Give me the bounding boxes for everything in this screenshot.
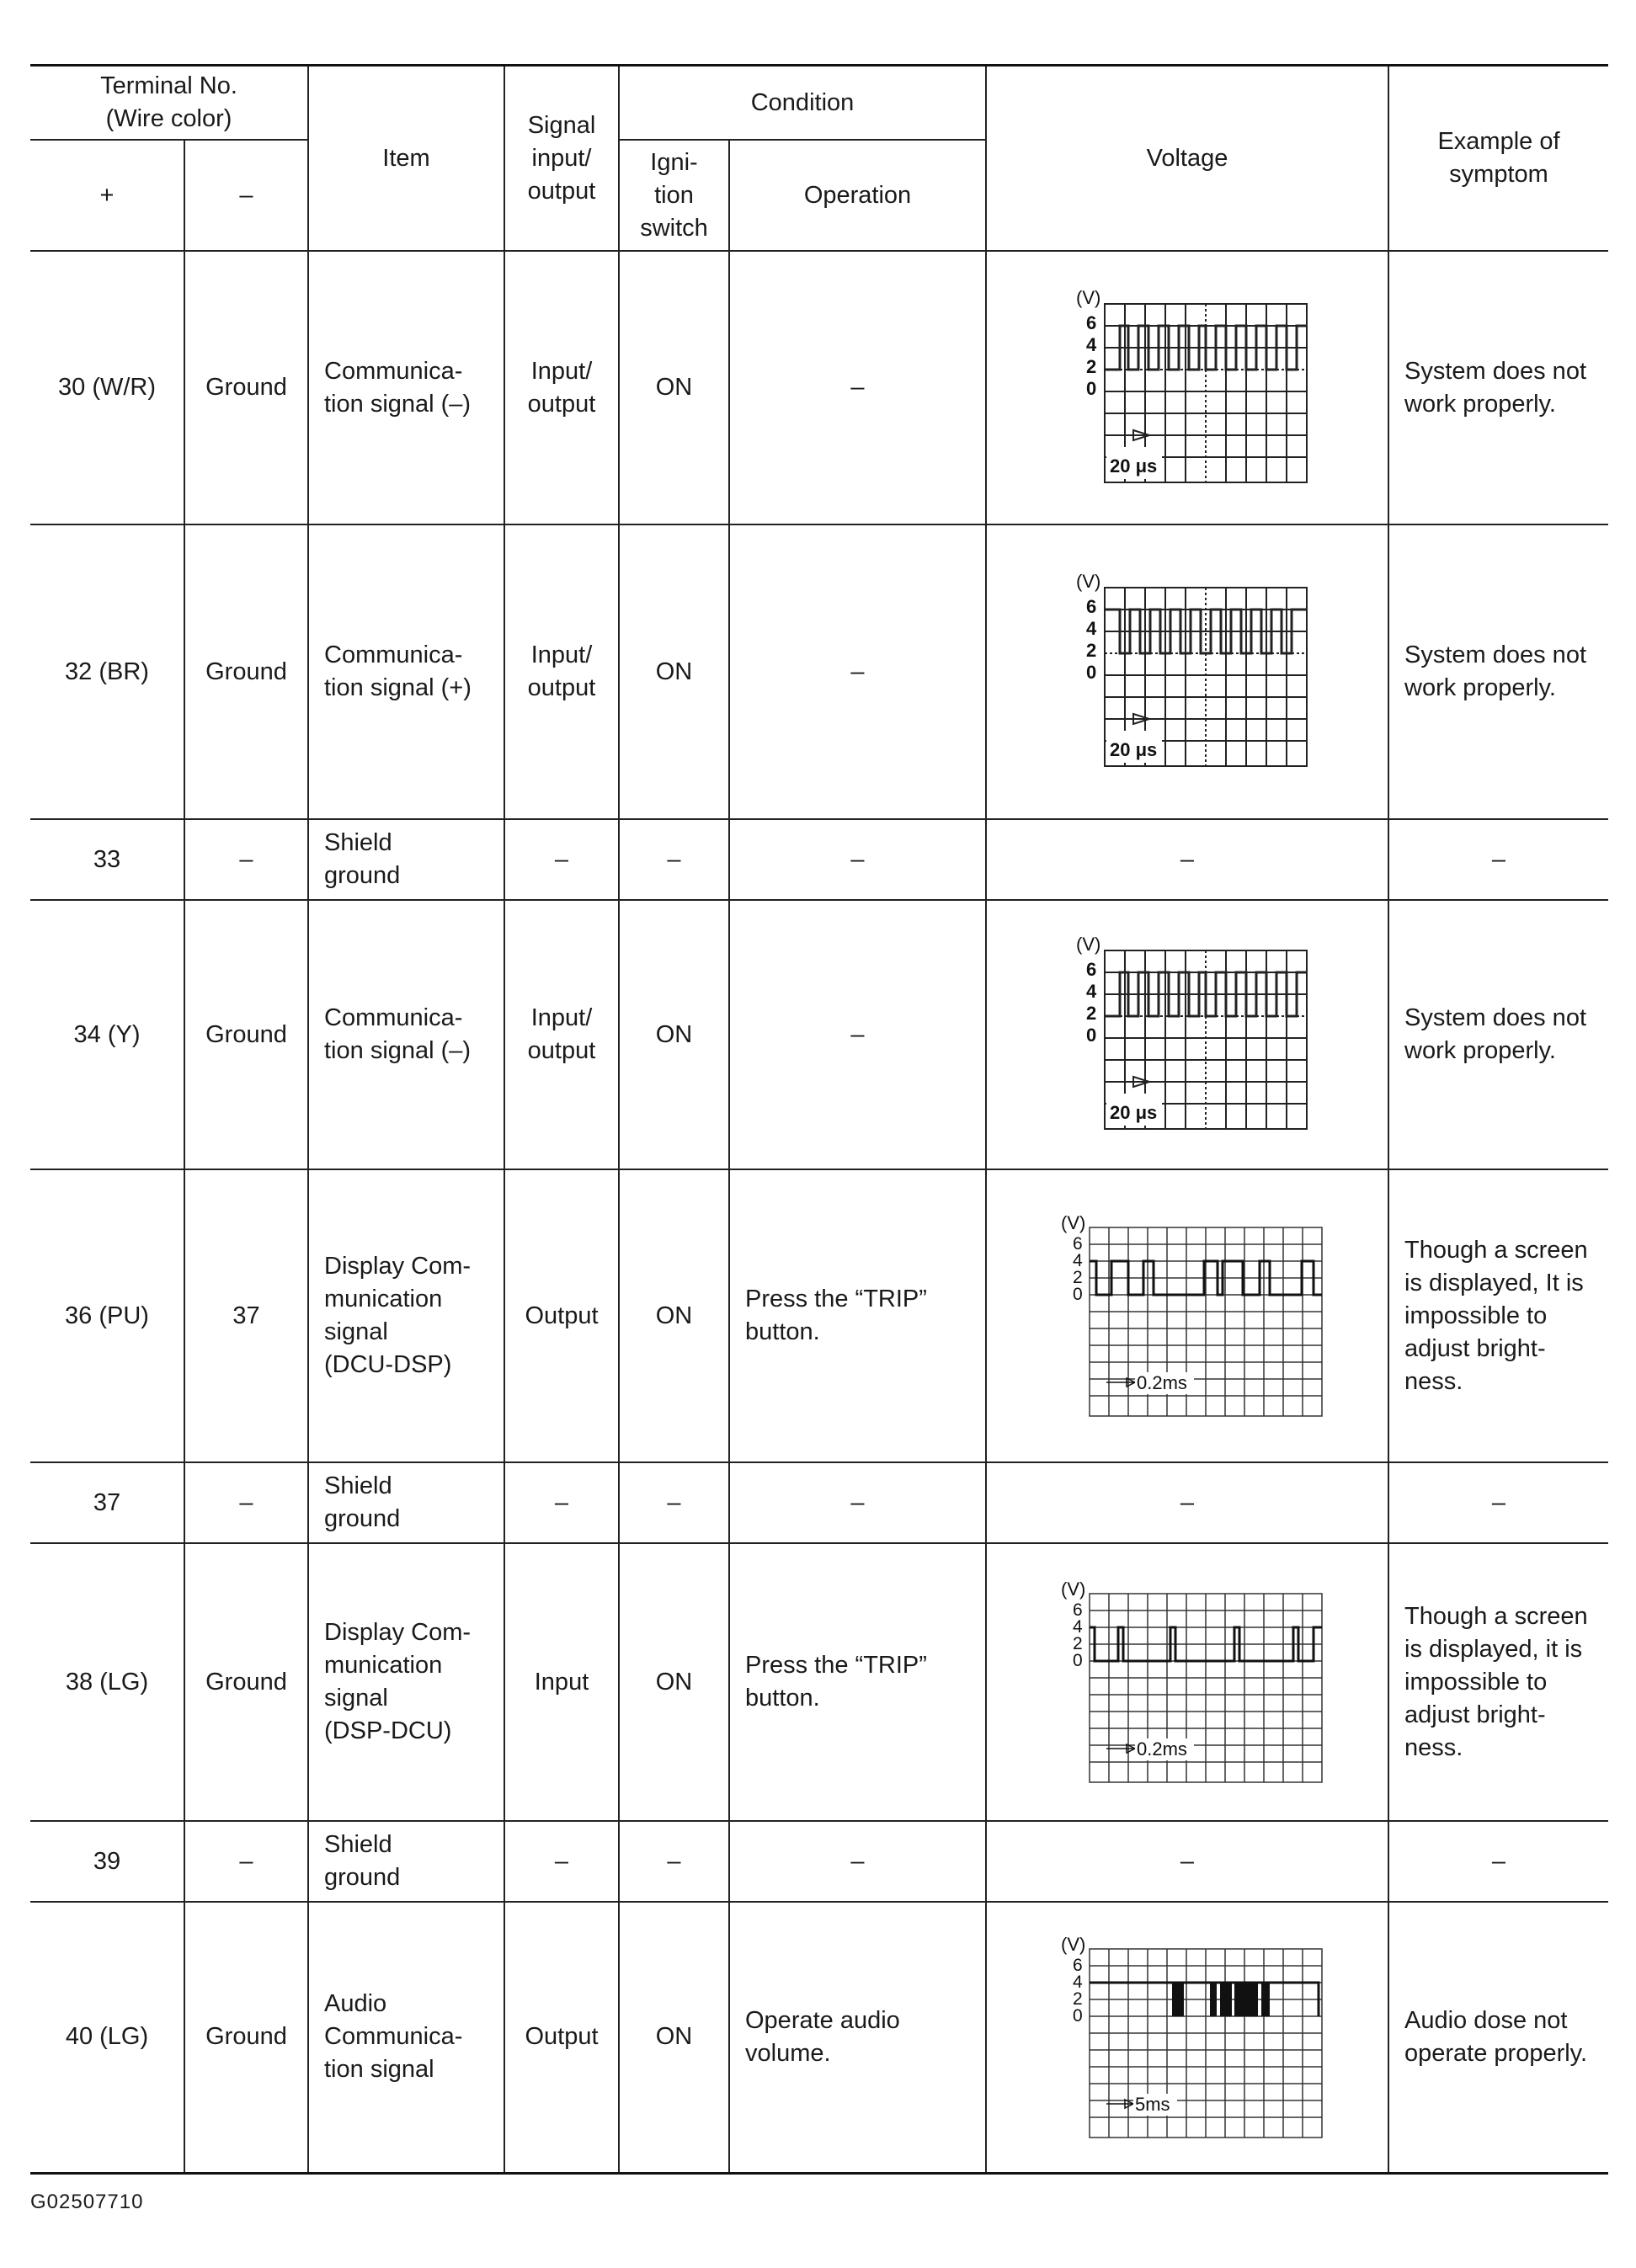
axis-tick: 4 bbox=[1073, 1617, 1083, 1637]
voltage-cell bbox=[986, 900, 1388, 1169]
axis-tick: 6 bbox=[1086, 959, 1097, 980]
oscilloscope-waveform-6 bbox=[1044, 1932, 1330, 2143]
ignition-cell: ON bbox=[619, 524, 729, 819]
operation-cell: – bbox=[729, 1821, 986, 1902]
axis-tick: 4 bbox=[1073, 1972, 1083, 1992]
signal-cell: Input/ output bbox=[504, 251, 619, 524]
signal-cell: Output bbox=[504, 1169, 619, 1462]
axis-tick: 2 bbox=[1073, 1988, 1083, 2009]
signal-cell: – bbox=[504, 1821, 619, 1902]
symptom-cell: – bbox=[1388, 819, 1608, 900]
time-scale-label: 20 μs bbox=[1110, 455, 1158, 476]
figure-code: G02507710 bbox=[30, 2191, 144, 2213]
oscilloscope-waveform-5 bbox=[1044, 1577, 1330, 1787]
voltage-cell bbox=[986, 524, 1388, 819]
table-row bbox=[30, 1821, 1608, 1902]
table-row bbox=[30, 251, 1608, 524]
operation-cell: – bbox=[729, 251, 986, 524]
time-scale-label: 0.2ms bbox=[1137, 1738, 1187, 1760]
header-symptom: Example of symptom bbox=[1388, 66, 1608, 252]
terminal-plus: 37 bbox=[30, 1462, 184, 1543]
item-cell: Communica- tion signal (–) bbox=[308, 900, 504, 1169]
axis-unit: (V) bbox=[1061, 1212, 1086, 1233]
voltage-cell: – bbox=[986, 1462, 1388, 1543]
header-voltage: Voltage bbox=[986, 66, 1388, 252]
oscilloscope-waveform-2 bbox=[1044, 571, 1330, 773]
item-cell: Shield ground bbox=[308, 1821, 504, 1902]
ignition-cell: ON bbox=[619, 1902, 729, 2173]
table-row bbox=[30, 819, 1608, 900]
operation-cell: – bbox=[729, 524, 986, 819]
item-cell: Display Com- munication signal (DCU-DSP) bbox=[308, 1169, 504, 1462]
table-row bbox=[30, 1169, 1608, 1462]
axis-tick: 0 bbox=[1073, 2005, 1083, 2026]
ignition-cell: ON bbox=[619, 900, 729, 1169]
axis-tick: 4 bbox=[1086, 333, 1097, 355]
table-row bbox=[30, 1543, 1608, 1821]
header-terminal: Terminal No. (Wire color) bbox=[30, 66, 308, 141]
ignition-cell: – bbox=[619, 1462, 729, 1543]
symptom-cell: System does not work properly. bbox=[1388, 251, 1608, 524]
voltage-cell bbox=[986, 1169, 1388, 1462]
axis-tick: 6 bbox=[1073, 1600, 1083, 1620]
terminal-minus: – bbox=[184, 1821, 308, 1902]
axis-tick: 4 bbox=[1073, 1251, 1083, 1270]
ignition-cell: – bbox=[619, 819, 729, 900]
axis-tick: 6 bbox=[1073, 1955, 1083, 1975]
terminal-plus: 39 bbox=[30, 1821, 184, 1902]
header-operation: Operation bbox=[729, 140, 986, 251]
axis-unit: (V) bbox=[1076, 571, 1101, 592]
signal-cell: Input bbox=[504, 1543, 619, 1821]
table-row bbox=[30, 1902, 1608, 2173]
terminal-plus: 38 (LG) bbox=[30, 1543, 184, 1821]
ignition-cell: ON bbox=[619, 251, 729, 524]
symptom-cell: – bbox=[1388, 1821, 1608, 1902]
time-scale-label: 20 μs bbox=[1110, 1102, 1158, 1123]
table-row bbox=[30, 900, 1608, 1169]
signal-cell: – bbox=[504, 819, 619, 900]
axis-tick: 4 bbox=[1086, 618, 1097, 639]
axis-unit: (V) bbox=[1061, 1579, 1086, 1600]
axis-tick: 2 bbox=[1073, 1634, 1083, 1653]
axis-tick: 6 bbox=[1073, 1234, 1083, 1254]
header-plus: + bbox=[30, 140, 184, 251]
time-scale-label: 20 μs bbox=[1110, 739, 1158, 760]
table-row bbox=[30, 1462, 1608, 1543]
terminal-plus: 36 (PU) bbox=[30, 1169, 184, 1462]
terminal-minus: – bbox=[184, 1462, 308, 1543]
item-cell: Shield ground bbox=[308, 1462, 504, 1543]
item-cell: Display Com- munication signal (DSP-DCU) bbox=[308, 1543, 504, 1821]
axis-unit: (V) bbox=[1076, 286, 1101, 308]
ignition-cell: – bbox=[619, 1821, 729, 1902]
signal-cell: Input/ output bbox=[504, 524, 619, 819]
symptom-cell: Though a screen is displayed, It is impossible to adjust bright- ness. bbox=[1388, 1169, 1608, 1462]
terminal-table bbox=[30, 64, 1608, 2175]
axis-tick: 4 bbox=[1086, 981, 1097, 1002]
terminal-minus: Ground bbox=[184, 251, 308, 524]
header-minus: – bbox=[184, 140, 308, 251]
item-cell: Communica- tion signal (–) bbox=[308, 251, 504, 524]
axis-unit: (V) bbox=[1061, 1933, 1086, 1955]
terminal-minus: Ground bbox=[184, 1902, 308, 2173]
symptom-cell: Audio dose not operate properly. bbox=[1388, 1902, 1608, 2173]
axis-tick: 0 bbox=[1086, 377, 1097, 399]
symptom-cell: System does not work properly. bbox=[1388, 524, 1608, 819]
operation-cell: – bbox=[729, 900, 986, 1169]
header-item: Item bbox=[308, 66, 504, 252]
operation-cell: Press the “TRIP” button. bbox=[729, 1543, 986, 1821]
terminal-minus: Ground bbox=[184, 524, 308, 819]
symptom-cell: Though a screen is displayed, it is impossible to adjust bright- ness. bbox=[1388, 1543, 1608, 1821]
signal-cell: Input/ output bbox=[504, 900, 619, 1169]
voltage-cell: – bbox=[986, 819, 1388, 900]
symptom-cell: – bbox=[1388, 1462, 1608, 1543]
voltage-cell: – bbox=[986, 1821, 1388, 1902]
operation-cell: – bbox=[729, 819, 986, 900]
axis-unit: (V) bbox=[1076, 934, 1101, 955]
axis-tick: 6 bbox=[1086, 311, 1097, 333]
terminal-minus: 37 bbox=[184, 1169, 308, 1462]
axis-tick: 2 bbox=[1073, 1268, 1083, 1287]
axis-tick: 0 bbox=[1073, 1285, 1083, 1304]
terminal-plus: 34 (Y) bbox=[30, 900, 184, 1169]
terminal-plus: 40 (LG) bbox=[30, 1902, 184, 2173]
axis-tick: 0 bbox=[1073, 1651, 1083, 1670]
operation-cell: Press the “TRIP” button. bbox=[729, 1169, 986, 1462]
header-ignition: Igni- tion switch bbox=[619, 140, 729, 251]
table-row bbox=[30, 524, 1608, 819]
voltage-cell bbox=[986, 251, 1388, 524]
voltage-cell bbox=[986, 1543, 1388, 1821]
oscilloscope-waveform-1 bbox=[1044, 287, 1330, 489]
operation-cell: – bbox=[729, 1462, 986, 1543]
voltage-cell bbox=[986, 1902, 1388, 2173]
header-signal: Signal input/ output bbox=[504, 66, 619, 252]
terminal-plus: 32 (BR) bbox=[30, 524, 184, 819]
axis-tick: 2 bbox=[1086, 640, 1097, 661]
item-cell: Communica- tion signal (+) bbox=[308, 524, 504, 819]
item-cell: Audio Communica- tion signal bbox=[308, 1902, 504, 2173]
oscilloscope-waveform-3 bbox=[1044, 934, 1330, 1136]
axis-tick: 2 bbox=[1086, 355, 1097, 377]
terminal-minus: – bbox=[184, 819, 308, 900]
terminal-plus: 33 bbox=[30, 819, 184, 900]
terminal-plus: 30 (W/R) bbox=[30, 251, 184, 524]
oscilloscope-waveform-4 bbox=[1044, 1211, 1330, 1421]
axis-tick: 2 bbox=[1086, 1003, 1097, 1024]
axis-tick: 6 bbox=[1086, 596, 1097, 617]
header-condition: Condition bbox=[619, 66, 986, 141]
signal-cell: – bbox=[504, 1462, 619, 1543]
item-cell: Shield ground bbox=[308, 819, 504, 900]
signal-cell: Output bbox=[504, 1902, 619, 2173]
time-scale-label: 5ms bbox=[1135, 2093, 1170, 2115]
ignition-cell: ON bbox=[619, 1169, 729, 1462]
terminal-minus: Ground bbox=[184, 1543, 308, 1821]
axis-tick: 0 bbox=[1086, 662, 1097, 683]
terminal-minus: Ground bbox=[184, 900, 308, 1169]
axis-tick: 0 bbox=[1086, 1025, 1097, 1046]
operation-cell: Operate audio volume. bbox=[729, 1902, 986, 2173]
time-scale-label: 0.2ms bbox=[1137, 1372, 1187, 1393]
symptom-cell: System does not work properly. bbox=[1388, 900, 1608, 1169]
ignition-cell: ON bbox=[619, 1543, 729, 1821]
